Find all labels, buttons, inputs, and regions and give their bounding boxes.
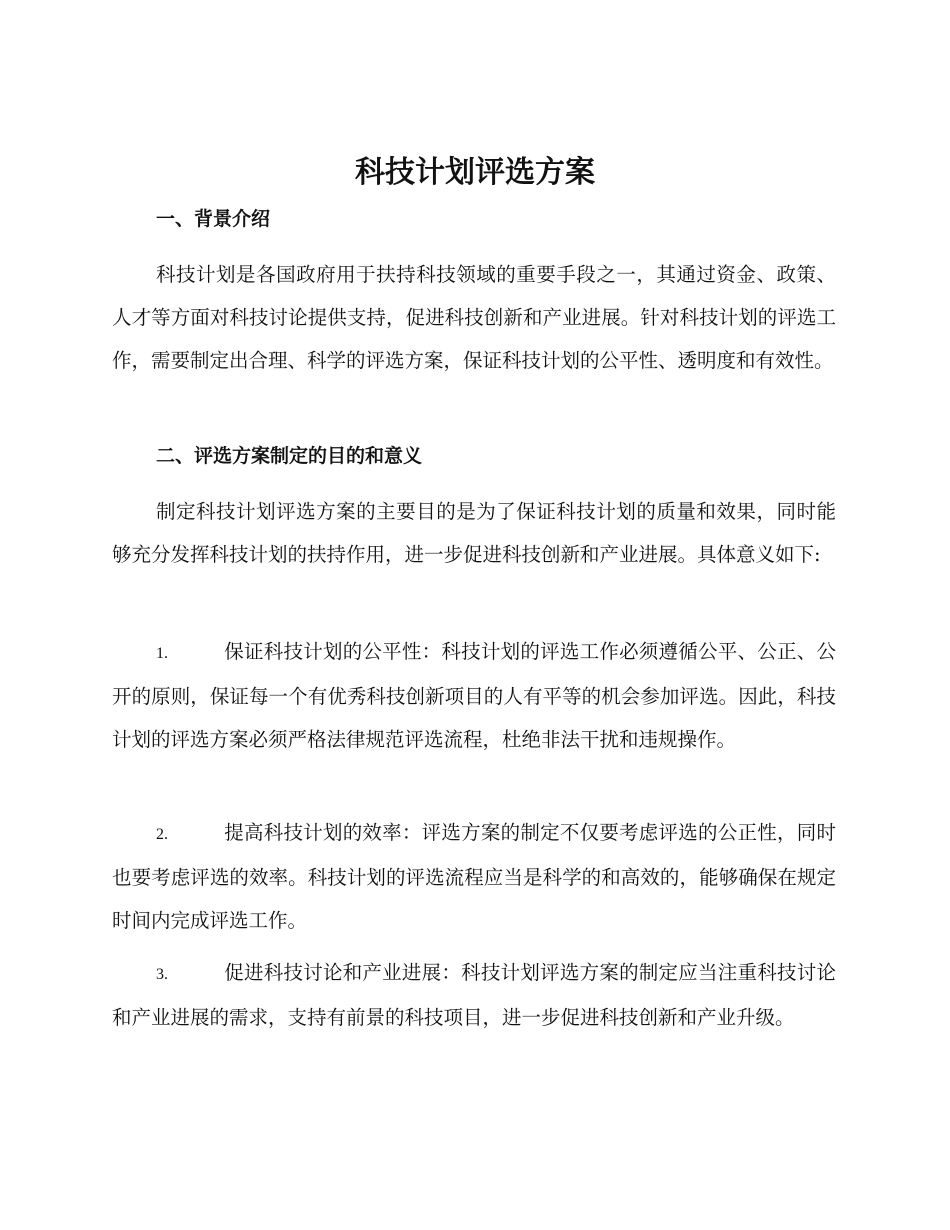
section-heading-background: 一、背景介绍: [156, 208, 271, 230]
background-paragraph: 科技计划是各国政府用于扶持科技领域的重要手段之一，其通过资金、政策、人才等方面对科技讨论提供支持，促进科技创新和产业进展。针对科技计划的评选工作，需要制定出合理、科学的评选方案，保证科技计划的公平性、透明度和有效性。: [112, 263, 836, 372]
list-number: 2.: [156, 826, 168, 843]
list-number: 1.: [156, 645, 168, 662]
list-item-fairness: [112, 630, 836, 761]
document-title: 科技计划评选方案: [355, 155, 595, 190]
list-item-text: 保证科技计划的公平性：科技计划的评选工作必须遵循公平、公正、公开的原则，保证每一个有优秀科技创新项目的人有平等的机会参加评选。因此，科技计划的评选方案必须严格法律规范评选流程，杜绝非法干扰和违规操作。: [112, 640, 836, 751]
purpose-paragraph: 制定科技计划评选方案的主要目的是为了保证科技计划的质量和效果，同时能够充分发挥科技计划的扶持作用，进一步促进科技创新和产业进展。具体意义如下:: [112, 500, 836, 566]
list-number: 3.: [156, 966, 168, 983]
list-item-text: 提高科技计划的效率：评选方案的制定不仅要考虑评选的公正性，同时也要考虑评选的效率。科技计划的评选流程应当是科学的和高效的，能够确保在规定时间内完成评选工作。: [112, 821, 836, 932]
list-item-efficiency: [112, 811, 836, 942]
list-item-progress: [112, 951, 836, 1039]
list-item-text: 促进科技讨论和产业进展：科技计划评选方案的制定应当注重科技讨论和产业进展的需求，支持有前景的科技项目，进一步促进科技创新和产业升级。: [112, 961, 836, 1029]
section-heading-purpose: 二、评选方案制定的目的和意义: [156, 445, 423, 467]
